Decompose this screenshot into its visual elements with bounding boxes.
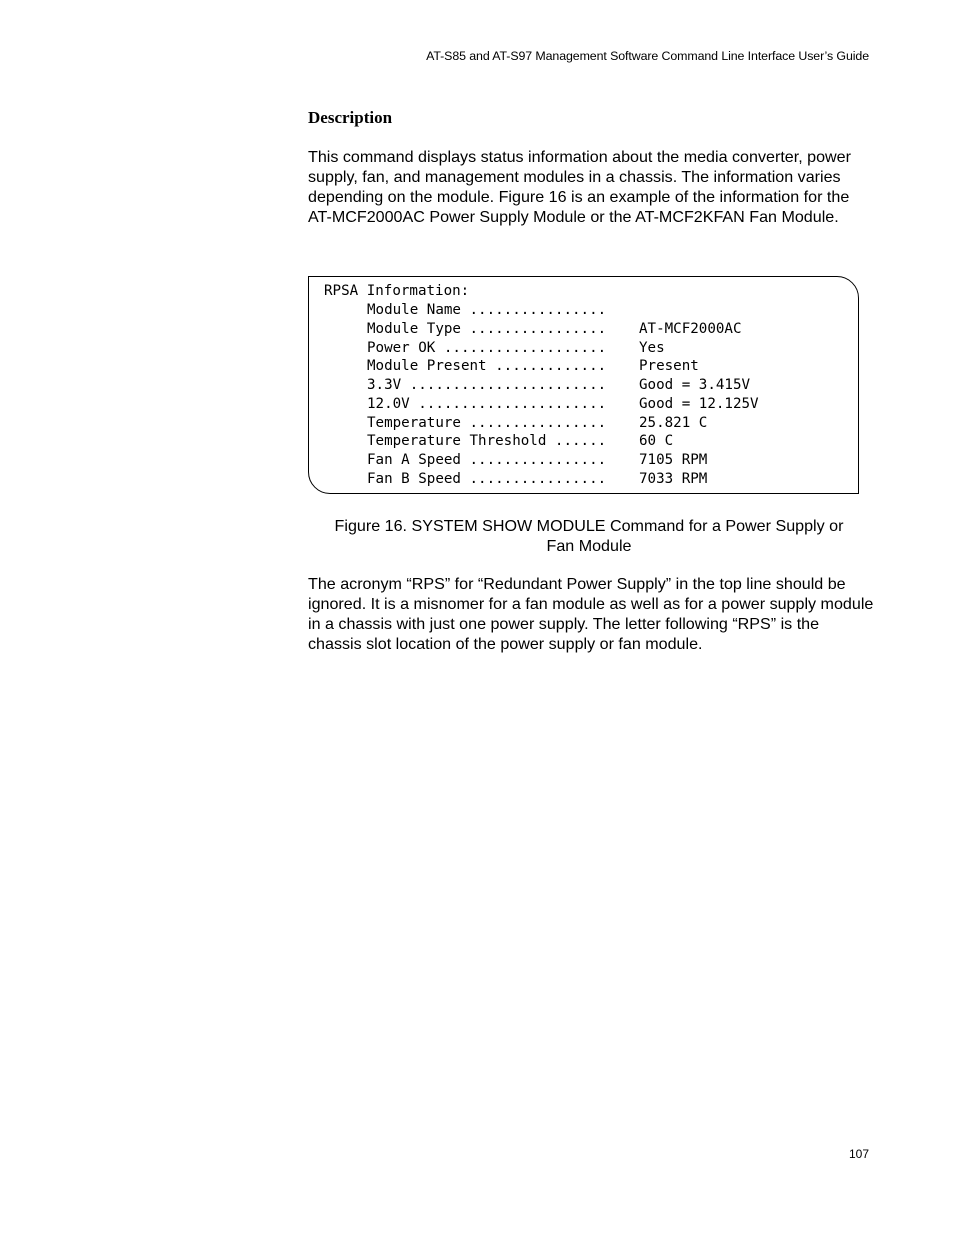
section-heading: Description — [308, 108, 393, 127]
output-line — [367, 376, 759, 395]
output-lines — [367, 301, 759, 489]
command-output-box — [308, 276, 859, 494]
output-label: Module Type ................ — [367, 320, 607, 337]
output-value: Good = 3.415V — [639, 377, 751, 393]
description-paragraph: This command displays status information about the media converter, power supply, fan, and management modules in a chassis. The information varies depending on the module. Figure 16 is an example of the information for the AT-MCF2000AC Power Supply Module or the AT-MCF2KFAN Fan Module. — [308, 148, 851, 227]
output-label: Module Present ............. — [367, 358, 607, 375]
output-value: 60 C — [639, 433, 674, 450]
output-label: Power OK ................... — [367, 339, 607, 356]
output-value: 7105 RPM — [639, 452, 708, 468]
output-line — [367, 301, 759, 320]
output-label: Temperature Threshold ...... — [367, 433, 607, 450]
page-number: 107 — [848, 1147, 869, 1161]
output-line — [367, 432, 759, 451]
output-line — [367, 470, 759, 489]
output-value: Yes — [639, 339, 665, 356]
figure-caption — [308, 516, 870, 556]
acronym-note-paragraph: The acronym “RPS” for “Redundant Power Supply” in the top line should be ignored. It is a misnomer for a fan module as well as for a power supply module in a chassis with just one power supply. The letter following “RPS” is the chassis slot location of the power supply or fan module. — [308, 575, 874, 654]
output-value: 25.821 C — [639, 414, 708, 431]
output-line — [367, 357, 759, 376]
output-value: 7033 RPM — [639, 470, 708, 487]
output-value: Present — [639, 358, 699, 375]
output-label: Fan B Speed ................ — [367, 470, 607, 487]
output-line — [367, 451, 759, 470]
output-label: Module Name ................ — [367, 302, 607, 318]
output-label: Fan A Speed ................ — [367, 452, 607, 468]
output-title: RPSA Information: — [324, 283, 470, 299]
output-label: 3.3V ....................... — [367, 377, 607, 393]
output-line — [367, 339, 759, 358]
output-line — [367, 320, 759, 339]
output-line — [367, 395, 759, 414]
output-label: 12.0V ...................... — [367, 395, 607, 412]
figure-caption-line2: Fan Module — [546, 537, 632, 556]
figure-caption-line1: Figure 16. SYSTEM SHOW MODULE Command for a Power Supply or — [334, 517, 844, 535]
running-header: AT-S85 and AT-S97 Management Software Command Line Interface User’s Guide — [426, 49, 869, 63]
output-line — [367, 414, 759, 433]
output-value: AT-MCF2000AC — [639, 320, 742, 337]
output-value: Good = 12.125V — [639, 395, 759, 412]
output-label: Temperature ................ — [367, 414, 607, 431]
